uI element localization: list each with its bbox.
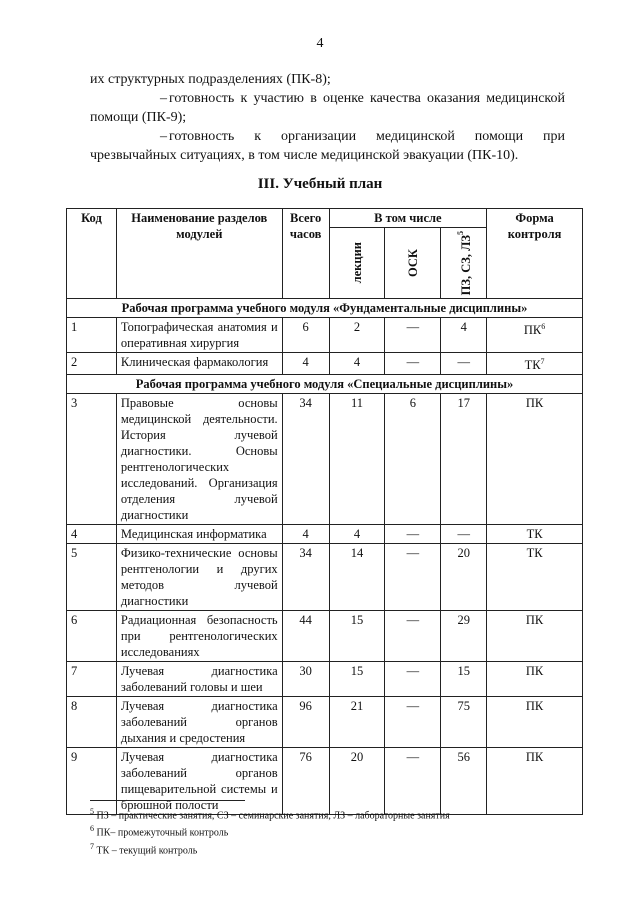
- control-form-label: ПК: [525, 750, 544, 765]
- row-control-form: [487, 662, 583, 697]
- row-code: 2: [67, 353, 117, 375]
- footnotes: [90, 800, 560, 857]
- row-practice: —: [441, 353, 487, 375]
- control-form-label: ПК: [523, 323, 542, 338]
- row-code: 7: [67, 662, 117, 697]
- row-total-hours: 96: [282, 697, 329, 748]
- footnote-mark: 7: [540, 357, 545, 366]
- row-osk: —: [385, 611, 441, 662]
- row-code: 8: [67, 697, 117, 748]
- row-osk: —: [385, 662, 441, 697]
- bullet-dash: –: [160, 129, 167, 144]
- header-pz: [441, 228, 487, 299]
- row-osk: —: [385, 318, 441, 353]
- row-control-form: [487, 544, 583, 611]
- row-name: Медицинская информатика: [116, 525, 282, 544]
- row-lectures: 15: [329, 662, 385, 697]
- control-form-label: ПК: [525, 699, 544, 714]
- control-form-label: ПК: [525, 613, 544, 628]
- footnote-text: ТК – текущий контроль: [96, 844, 198, 856]
- row-code: 5: [67, 544, 117, 611]
- table-row: [67, 544, 583, 611]
- row-name: Правовые основы медицинской деятельности. История лучевой диагностики. Основы рентгенологических исследований. Организация отделения лучевой диагностики: [116, 394, 282, 525]
- row-total-hours: 44: [282, 611, 329, 662]
- row-total-hours: 4: [282, 525, 329, 544]
- row-practice: 17: [441, 394, 487, 525]
- row-osk: —: [385, 748, 441, 815]
- table-row: [67, 662, 583, 697]
- row-total-hours: 4: [282, 353, 329, 375]
- row-practice: 29: [441, 611, 487, 662]
- intro-text: [90, 70, 565, 165]
- table-row: [67, 525, 583, 544]
- row-practice: 15: [441, 662, 487, 697]
- row-practice: —: [441, 525, 487, 544]
- row-total-hours: 34: [282, 544, 329, 611]
- row-name: Клиническая фармакология: [116, 353, 282, 375]
- header-lectures: лекции: [329, 228, 385, 299]
- row-code: 6: [67, 611, 117, 662]
- row-osk: —: [385, 697, 441, 748]
- footnote-text: ПЗ – практические занятия, СЗ – семинарские занятия, ЛЗ – лабораторные занятия: [96, 810, 450, 822]
- row-control-form: [487, 353, 583, 375]
- table-row: [67, 394, 583, 525]
- row-lectures: 14: [329, 544, 385, 611]
- table-row: [67, 353, 583, 375]
- module-title: Рабочая программа учебного модуля «Фундаментальные дисциплины»: [67, 299, 583, 318]
- footnote: [90, 822, 560, 839]
- header-code: Код: [67, 209, 117, 299]
- row-control-form: [487, 611, 583, 662]
- row-name: Лучевая диагностика заболеваний головы и шеи: [116, 662, 282, 697]
- table-row: [67, 697, 583, 748]
- footnote-mark: 5: [90, 807, 94, 816]
- control-form-label: ТК: [526, 546, 543, 561]
- footnote: [90, 840, 560, 857]
- control-form-label: ТК: [524, 358, 541, 373]
- intro-bullet: [90, 127, 565, 165]
- bullet-dash: –: [160, 91, 167, 106]
- row-control-form: [487, 394, 583, 525]
- header-total: Всего часов: [282, 209, 329, 299]
- header-including: В том числе: [329, 209, 487, 228]
- header-pz-label: ПЗ, СЗ, ЛЗ: [459, 234, 474, 296]
- row-lectures: 20: [329, 748, 385, 815]
- footnote-text: ПК– промежуточный контроль: [96, 827, 229, 839]
- section-title: III. Учебный план: [257, 176, 383, 192]
- row-lectures: 15: [329, 611, 385, 662]
- row-total-hours: 34: [282, 394, 329, 525]
- row-code: 4: [67, 525, 117, 544]
- row-name: Физико-технические основы рентгенологии и других методов лучевой диагностики: [116, 544, 282, 611]
- table-row: [67, 318, 583, 353]
- header-control: Форма контроля: [487, 209, 583, 299]
- module-title: Рабочая программа учебного модуля «Специальные дисциплины»: [67, 375, 583, 394]
- control-form-label: ПК: [525, 664, 544, 679]
- table-row: [67, 611, 583, 662]
- row-total-hours: 30: [282, 662, 329, 697]
- row-practice: 56: [441, 748, 487, 815]
- row-total-hours: 6: [282, 318, 329, 353]
- row-name: Топографическая анатомия и оперативная хирургия: [116, 318, 282, 353]
- row-control-form: [487, 525, 583, 544]
- module-row: [67, 375, 583, 394]
- row-total-hours: 76: [282, 748, 329, 815]
- module-row: [67, 299, 583, 318]
- control-form-label: ТК: [526, 527, 543, 542]
- row-lectures: 11: [329, 394, 385, 525]
- row-osk: 6: [385, 394, 441, 525]
- row-name: Лучевая диагностика заболеваний органов дыхания и средостения: [116, 697, 282, 748]
- row-name: Радиационная безопасность при рентгенологических исследованиях: [116, 611, 282, 662]
- intro-line: их структурных подразделениях (ПК-8);: [90, 72, 331, 87]
- row-osk: —: [385, 353, 441, 375]
- bullet-text: готовность к организации медицинской помощи при чрезвычайных ситуациях, в том числе медицинской эвакуации (ПК-10).: [90, 129, 565, 163]
- curriculum-table: [66, 208, 583, 815]
- footnote-mark: 7: [90, 841, 94, 851]
- footnote-list: [90, 805, 560, 857]
- row-code: 1: [67, 318, 117, 353]
- bullet-text: готовность к участию в оценке качества оказания медицинской помощи (ПК-9);: [90, 91, 565, 125]
- row-osk: —: [385, 544, 441, 611]
- row-practice: 75: [441, 697, 487, 748]
- row-lectures: 21: [329, 697, 385, 748]
- footnote-mark: 6: [541, 322, 546, 331]
- row-lectures: 4: [329, 525, 385, 544]
- row-code: 9: [67, 748, 117, 815]
- row-practice: 4: [441, 318, 487, 353]
- row-osk: —: [385, 525, 441, 544]
- row-name: Лучевая диагностика заболеваний органов пищеварительной системы и брюшной полости: [116, 748, 282, 815]
- row-practice: 20: [441, 544, 487, 611]
- header-osk: ОСК: [385, 228, 441, 299]
- control-form-label: ПК: [525, 396, 544, 411]
- row-lectures: 2: [329, 318, 385, 353]
- footnote: [90, 805, 560, 822]
- page-number: 4: [316, 36, 324, 51]
- table-body: [67, 299, 583, 815]
- intro-bullet: [90, 89, 565, 127]
- row-control-form: [487, 697, 583, 748]
- row-code: 3: [67, 394, 117, 525]
- footnote-mark: 6: [90, 824, 94, 834]
- footnote-rule: [90, 800, 245, 801]
- row-control-form: [487, 318, 583, 353]
- row-lectures: 4: [329, 353, 385, 375]
- header-name: Наименование разделов модулей: [116, 209, 282, 299]
- footnote-mark: 5: [456, 230, 466, 235]
